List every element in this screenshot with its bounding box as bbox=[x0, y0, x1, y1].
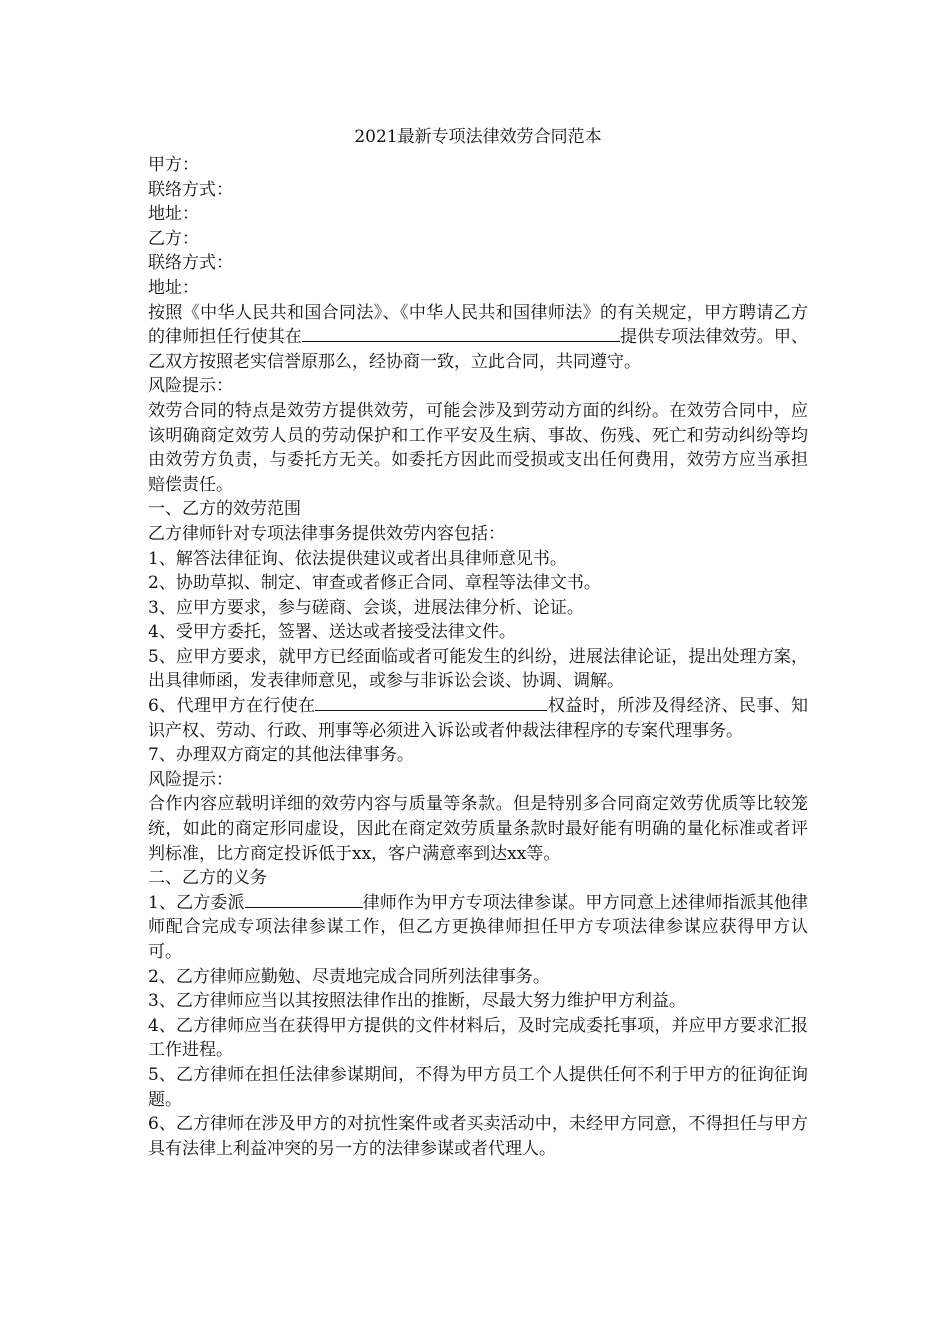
section-heading: 二、乙方的义务 bbox=[148, 868, 267, 889]
list-item: 3、乙方律师应当以其按照法律作出的推断，尽最大努力维护甲方利益。 bbox=[148, 991, 686, 1012]
list-item: 2、乙方律师应勤勉、尽责地完成合同所列法律事务。 bbox=[148, 966, 550, 987]
fill-in-blank bbox=[315, 694, 547, 711]
list-item: 7、办理双方商定的其他法律事务。 bbox=[148, 745, 414, 766]
section-intro: 乙方律师针对专项法律事务提供效劳内容包括： bbox=[148, 523, 505, 544]
item-text-after: 权益时，所涉及得经济、民事、知识产权、劳动、行政、刑事等必须进入诉讼或者仲裁法律程序的专案代理事务。 bbox=[148, 696, 808, 741]
list-item: 1、解答法律征询、依法提供建议或者出具律师意见书。 bbox=[148, 548, 567, 569]
section-heading: 一、乙方的效劳范围 bbox=[148, 499, 301, 520]
item-text-before: 1、乙方委派 bbox=[148, 892, 245, 913]
list-item: 5、应甲方要求，就甲方已经面临或者可能发生的纠纷，进展法律论证，提出处理方案，出具律师函，发表律师意见，或参与非诉讼会谈、协调、调解。 bbox=[148, 646, 808, 692]
fill-in-blank bbox=[245, 891, 363, 908]
list-item: 4、受甲方委托，签署、送达或者接受法律文件。 bbox=[148, 622, 516, 643]
list-item: 4、乙方律师应当在获得甲方提供的文件材料后，及时完成委托事项，并应甲方要求汇报工作进程。 bbox=[148, 1015, 808, 1061]
risk-note-text: 效劳合同的特点是效劳方提供效劳，可能会涉及到劳动方面的纠纷。在效劳合同中，应该明确商定效劳人员的劳动保护和工作平安及生病、事故、伤残、死亡和劳动纠纷等均由效劳方负责，与委托方无关。如委托方因此而受损或支出任何费用，效劳方应当承担赔偿责任。 bbox=[148, 400, 808, 495]
list-item: 2、协助草拟、制定、审查或者修正合同、章程等法律文书。 bbox=[148, 573, 601, 594]
risk-note-heading: 风险提示： bbox=[148, 769, 233, 790]
list-item: 6、乙方律师在涉及甲方的对抗性案件或者买卖活动中，未经甲方同意，不得担任与甲方具有法律上利益冲突的另一方的法律参谋或者代理人。 bbox=[148, 1114, 808, 1159]
intro-paragraph bbox=[148, 301, 808, 375]
list-item: 5、乙方律师在担任法律参谋期间，不得为甲方员工个人提供任何不利于甲方的征询征询题。 bbox=[148, 1064, 808, 1110]
intro-text-after: 提供专项法律效劳。甲、乙双方按照老实信誉原那么，经协商一致，立此合同，共同遵守。 bbox=[148, 327, 809, 372]
party-a-address-label: 地址： bbox=[148, 204, 199, 225]
party-a-contact-label: 联络方式： bbox=[148, 179, 233, 200]
item-text-after: 律师作为甲方专项法律参谋。甲方同意上述律师指派其他律师配合完成专项法律参谋工作，但乙方更换律师担任甲方专项法律参谋应获得甲方认可。 bbox=[148, 892, 808, 962]
party-b-label: 乙方： bbox=[148, 228, 199, 249]
list-item: 3、应甲方要求，参与磋商、会谈，进展法律分析、论证。 bbox=[148, 597, 584, 618]
risk-note-text: 合作内容应载明详细的效劳内容与质量等条款。但是特别多合同商定效劳优质等比较笼统，如此的商定形同虚设，因此在商定效劳质量条款时最好能有明确的量化标准或者评判标准，比方商定投诉低于xx，客户满意率到达xx等。 bbox=[148, 794, 808, 864]
party-b-contact-label: 联络方式： bbox=[148, 253, 233, 274]
party-b-address-label: 地址： bbox=[148, 277, 199, 298]
item-text-before: 6、代理甲方在行使在 bbox=[148, 696, 316, 717]
fill-in-blank bbox=[302, 325, 620, 342]
document-page bbox=[148, 124, 808, 1161]
risk-note-heading: 风险提示： bbox=[148, 376, 233, 397]
list-item bbox=[148, 891, 808, 965]
list-item bbox=[148, 694, 808, 743]
party-a-label: 甲方： bbox=[148, 155, 199, 175]
document-title: 2021最新专项法律效劳合同范本 bbox=[354, 127, 602, 147]
intro-text-before: 按照《中华人民共和国合同法》、《中华人民共和国律师法》的有关规定，甲方聘请乙方的律师担任行使其在 bbox=[148, 302, 808, 348]
